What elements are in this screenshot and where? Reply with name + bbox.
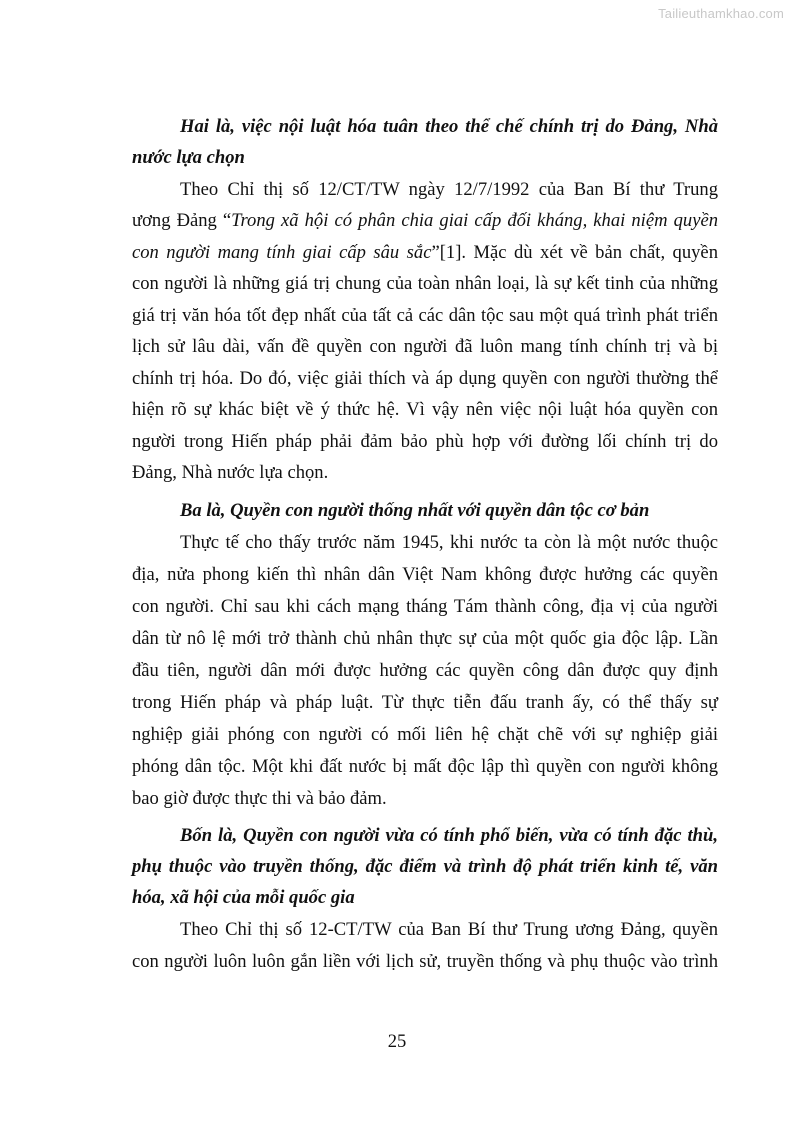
- text-run: ương Đảng “: [132, 210, 232, 231]
- text-run: nước lựa chọn: [132, 147, 245, 168]
- paragraph-line: [132, 210, 718, 232]
- paragraph-line: [132, 431, 718, 453]
- italic-quote-text: con người mang tính giai cấp sâu sắc: [132, 242, 432, 263]
- text-run: Đảng, Nhà nước lựa chọn.: [132, 462, 329, 483]
- text-run: bao giờ được thực thi và bảo đảm.: [132, 788, 387, 809]
- text-run: trong Hiến pháp và pháp luật. Từ thực tiễn đấu tranh ấy, có thể thấy sự: [132, 692, 718, 713]
- paragraph-line: [132, 628, 718, 650]
- text-run: người trong Hiến pháp phải đảm bảo phù hợp với đường lối chính trị do: [132, 431, 718, 452]
- paragraph-line: [132, 596, 718, 618]
- text-run: Bốn là, Quyền con người vừa có tính phổ biến, vừa có tính đặc thù,: [180, 825, 718, 846]
- paragraph-line: [132, 305, 718, 327]
- text-run: con người luôn luôn gắn liền với lịch sử, truyền thống và phụ thuộc vào trình: [132, 951, 718, 972]
- paragraph-line: [132, 660, 718, 682]
- section-heading-line: [132, 887, 718, 909]
- section-heading-line: [132, 147, 718, 169]
- paragraph-line: [180, 919, 718, 941]
- text-run: Thực tế cho thấy trước năm 1945, khi nước ta còn là một nước thuộc: [180, 532, 718, 553]
- section-heading-line: [132, 856, 718, 878]
- page-number: 25: [387, 1031, 407, 1052]
- text-run: con người là những giá trị chung của toàn nhân loại, là sự kết tinh của những: [132, 273, 718, 294]
- paragraph-line: [132, 951, 718, 973]
- section-heading-line: [180, 116, 718, 138]
- text-run: nghiệp giải phóng con người có mối liên hệ chặt chẽ với sự nghiệp giải: [132, 724, 718, 745]
- section-heading-line: [180, 500, 718, 522]
- paragraph-line: [132, 368, 718, 390]
- paragraph-line: [132, 399, 718, 421]
- paragraph-line: [132, 692, 718, 714]
- text-run: phụ thuộc vào truyền thống, đặc điểm và trình độ phát triển kinh tế, văn: [132, 856, 718, 877]
- paragraph-line: [132, 756, 718, 778]
- paragraph-line: [132, 242, 718, 264]
- text-run: dân từ nô lệ mới trở thành chủ nhân thực sự của một quốc gia độc lập. Lần: [132, 628, 718, 649]
- text-run: ”[1]. Mặc dù xét về bản chất, quyền: [431, 242, 718, 263]
- paragraph-line: [132, 724, 718, 746]
- text-run: chính trị hóa. Do đó, việc giải thích và áp dụng quyền con người thường thể: [132, 368, 718, 389]
- paragraph-line: [180, 179, 718, 201]
- paragraph-line: [132, 564, 718, 586]
- text-run: giá trị văn hóa tốt đẹp nhất của tất cả các dân tộc sau một quá trình phát triển: [132, 305, 718, 326]
- paragraph-line: [132, 336, 718, 358]
- paragraph-line: [132, 788, 718, 810]
- text-run: Ba là, Quyền con người thống nhất với quyền dân tộc cơ bản: [180, 500, 650, 521]
- text-run: con người. Chỉ sau khi cách mạng tháng Tám thành công, địa vị của người: [132, 596, 718, 617]
- text-run: hóa, xã hội của mỗi quốc gia: [132, 887, 355, 908]
- text-run: phóng dân tộc. Một khi đất nước bị mất độc lập thì quyền con người không: [132, 756, 718, 777]
- paragraph-line: [132, 273, 718, 295]
- text-run: địa, nửa phong kiến thì nhân dân Việt Nam không được hưởng các quyền: [132, 564, 718, 585]
- text-run: Hai là, việc nội luật hóa tuân theo thể chế chính trị do Đảng, Nhà: [180, 116, 718, 137]
- paragraph-line: [180, 532, 718, 554]
- text-run: Theo Chỉ thị số 12-CT/TW của Ban Bí thư Trung ương Đảng, quyền: [180, 919, 718, 940]
- italic-quote-text: Trong xã hội có phân chia giai cấp đối kháng, khai niệm quyền: [231, 210, 718, 231]
- text-run: hiện rõ sự khác biệt về ý thức hệ. Vì vậy nên việc nội luật hóa quyền con: [132, 399, 718, 420]
- watermark: Tailieuthamkhao.com: [658, 6, 784, 21]
- text-run: lịch sử lâu dài, vấn đề quyền con người đã luôn mang tính chính trị và bị: [132, 336, 718, 357]
- text-run: đầu tiên, người dân mới được hưởng các quyền công dân được quy định: [132, 660, 718, 681]
- section-heading-line: [180, 825, 718, 847]
- text-run: Theo Chỉ thị số 12/CT/TW ngày 12/7/1992 của Ban Bí thư Trung: [180, 179, 718, 200]
- paragraph-line: [132, 462, 718, 484]
